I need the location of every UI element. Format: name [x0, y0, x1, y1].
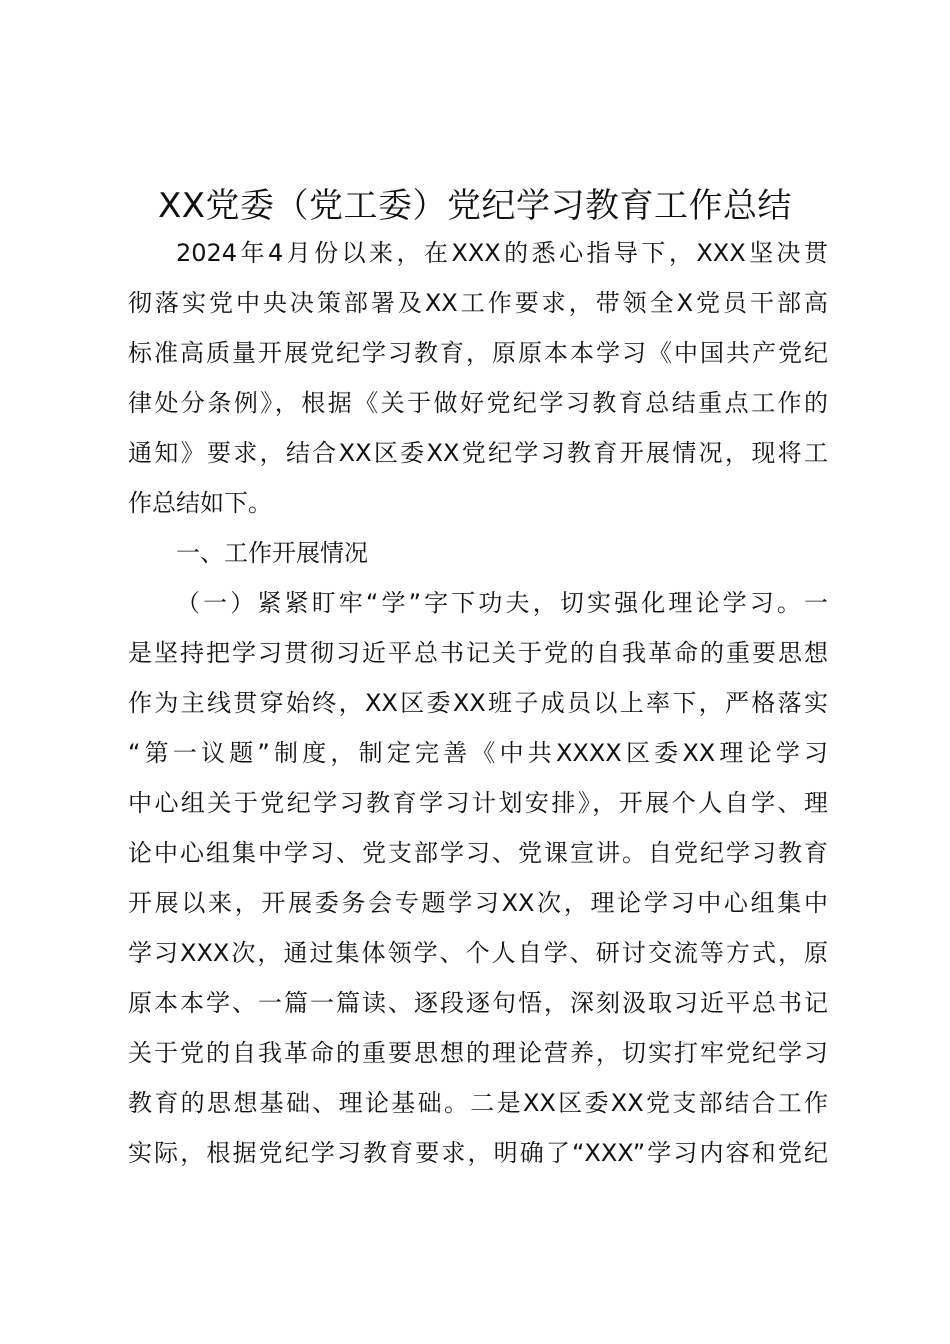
paragraph-line: 律处分条例》，根据《关于做好党纪学习教育总结重点工作的	[128, 389, 828, 417]
paragraph-line: 2024年4月份以来，在XXX的悉心指导下，XXX坚决贯	[176, 239, 828, 267]
section-heading: 一、工作开展情况	[176, 539, 368, 567]
paragraph-line: 实际，根据党纪学习教育要求，明确了“XXX”学习内容和党纪	[128, 1139, 828, 1167]
paragraph-line: 标准高质量开展党纪学习教育，原原本本学习《中国共产党纪	[128, 339, 828, 367]
paragraph-line: 是坚持把学习贯彻习近平总书记关于党的自我革命的重要思想	[128, 639, 828, 667]
paragraph-line: 原本本学、一篇一篇读、逐段逐句悟，深刻汲取习近平总书记	[128, 989, 828, 1017]
paragraph-line: 中心组关于党纪学习教育学习计划安排》，开展个人自学、理	[128, 789, 828, 817]
paragraph-line: 通知》要求，结合XX区委XX党纪学习教育开展情况，现将工	[128, 439, 828, 467]
paragraph-line: 教育的思想基础、理论基础。二是XX区委XX党支部结合工作	[128, 1089, 828, 1117]
paragraph-line: （一）紧紧盯牢“学”字下功夫，切实强化理论学习。一	[176, 589, 828, 617]
paragraph-line: 开展以来，开展委务会专题学习XX次，理论学习中心组集中	[128, 889, 828, 917]
paragraph-line: 彻落实党中央决策部署及XX工作要求，带领全X党员干部高	[128, 289, 828, 317]
paragraph-line: 作总结如下。	[128, 489, 272, 517]
paragraph-line: 论中心组集中学习、党支部学习、党课宣讲。自党纪学习教育	[128, 839, 828, 867]
paragraph-line: 作为主线贯穿始终，XX区委XX班子成员以上率下，严格落实	[128, 689, 828, 717]
paragraph-line: 学习XXX次，通过集体领学、个人自学、研讨交流等方式，原	[128, 939, 828, 967]
document-title: XX党委（党工委）党纪学习教育工作总结	[157, 186, 793, 226]
paragraph-line: 关于党的自我革命的重要思想的理论营养，切实打牢党纪学习	[128, 1039, 828, 1067]
paragraph-line: “第一议题”制度，制定完善《中共XXXX区委XX理论学习	[128, 739, 828, 767]
